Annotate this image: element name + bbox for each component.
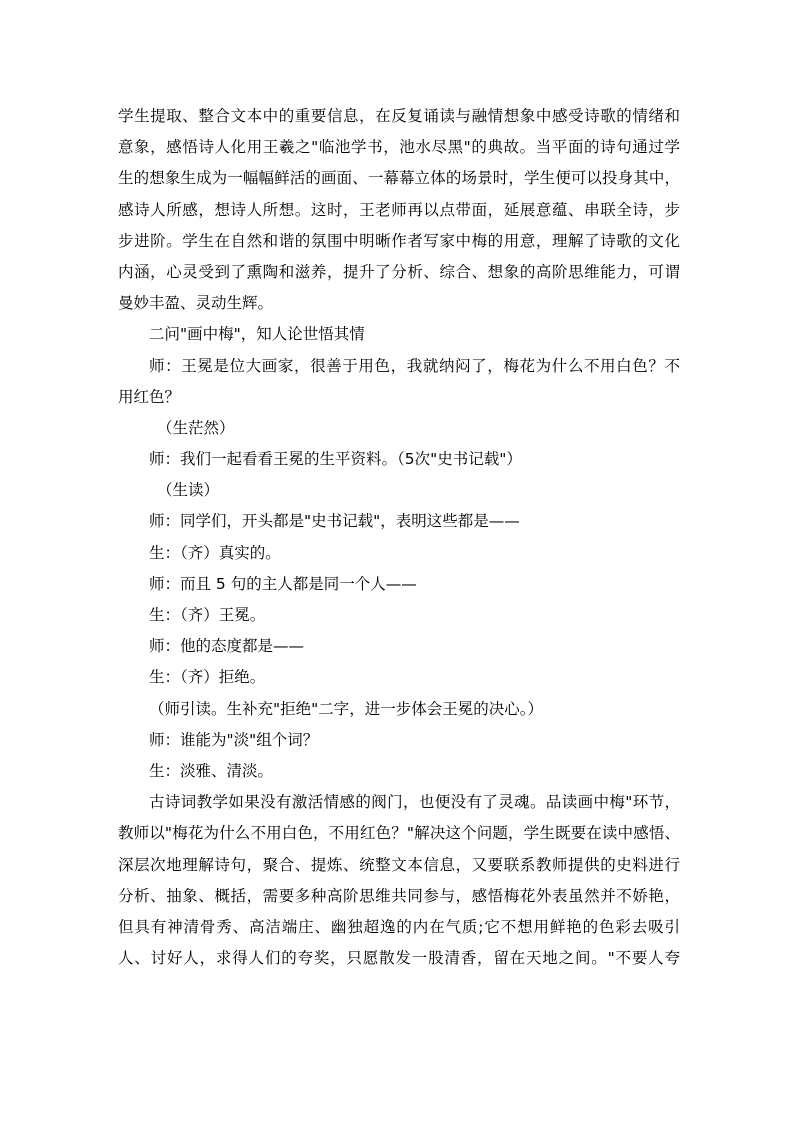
paragraph-line: 曼妙丰盈、灵动生辉。 [118, 294, 274, 313]
section-heading: 二问"画中梅"，知人论世悟其情 [149, 325, 365, 344]
paragraph-line: 但具有神清骨秀、高洁端庄、幽独超逸的内在气质;它不想用鲜艳的色彩去吸引 [118, 917, 680, 936]
dialogue-line: 师：我们一起看看王冕的生平资料。（5次"史书记载"） [149, 450, 522, 469]
stage-note: （生读） [157, 481, 220, 500]
dialogue-line: 生：（齐）王冕。 [149, 606, 266, 624]
dialogue-line: 生：（齐）拒绝。 [149, 668, 266, 687]
document-body [118, 101, 680, 974]
dialogue-line: 生：淡雅、清淡。 [149, 761, 274, 780]
dialogue-line: 师：同学们，开头都是"史书记载"，表明这些都是—— [149, 512, 520, 531]
paragraph-line: 感诗人所感，想诗人所想。这时，王老师再以点带面，延展意蕴、串联全诗，步 [118, 200, 680, 219]
dialogue-line: 师：而且 5 句的主人都是同一个人—— [149, 574, 417, 593]
dialogue-line: 师：谁能为"淡"组个词？ [149, 730, 319, 749]
paragraph-line: 深层次地理解诗句，聚合、提炼、统整文本信息，又要联系教师提供的史料进行 [118, 855, 680, 874]
dialogue-line: 师：他的态度都是—— [149, 637, 305, 656]
dialogue-line: 生：（齐）真实的。 [149, 543, 281, 562]
paragraph-line: 人、讨好人，求得人们的夸奖，只愿散发一股清香，留在天地之间。"不要人夸 [118, 949, 680, 968]
stage-note: （生茫然） [157, 418, 235, 437]
paragraph-line: 生的想象生成为一幅幅鲜活的画面、一幕幕立体的场景时，学生便可以投身其中， [118, 169, 680, 188]
paragraph-line: 教师以"梅花为什么不用白色，不用红色？"解决这个问题，学生既要在读中感悟、 [118, 824, 680, 843]
stage-note: （师引读。生补充"拒绝"二字，进一步体会王冕的决心。） [149, 699, 544, 718]
paragraph-line: 步进阶。学生在自然和谐的氛围中明晰作者写家中梅的用意，理解了诗歌的文化 [118, 231, 680, 250]
paragraph-line: 意象，感悟诗人化用王羲之"临池学书，池水尽黑"的典故。当平面的诗句通过学 [118, 138, 680, 157]
paragraph-line: 分析、抽象、概括，需要多种高阶思维共同参与，感悟梅花外表虽然并不娇艳， [118, 886, 680, 905]
paragraph-line: 学生提取、整合文本中的重要信息，在反复诵读与融情想象中感受诗歌的情绪和 [118, 107, 680, 125]
paragraph-line: 古诗词教学如果没有激活情感的阀门，也便没有了灵魂。品读画中梅"环节， [149, 793, 680, 812]
dialogue-line: 师：王冕是位大画家，很善于用色，我就纳闷了，梅花为什么不用白色？不 [149, 356, 680, 375]
dialogue-line: 用红色？ [118, 387, 181, 406]
paragraph-line: 内涵，心灵受到了熏陶和滋养，提升了分析、综合、想象的高阶思维能力，可谓 [118, 262, 680, 281]
